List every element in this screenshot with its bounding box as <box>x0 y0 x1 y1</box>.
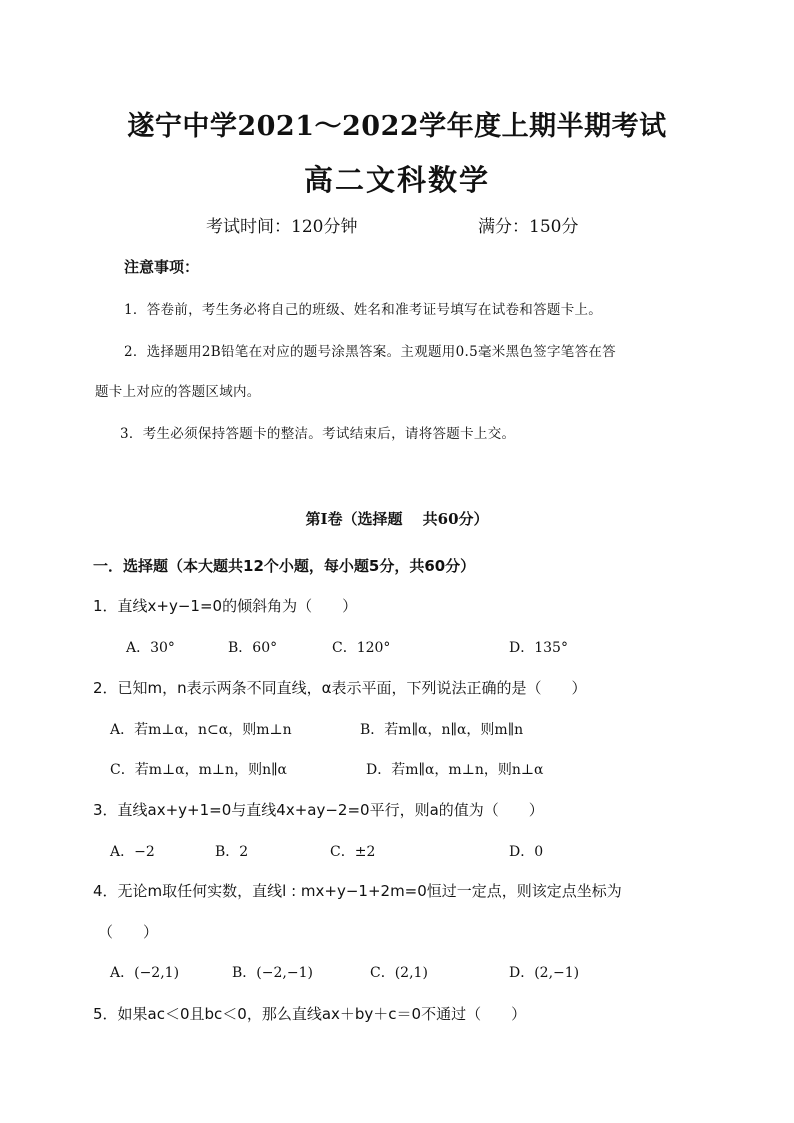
note-item-1: 1．答卷前，考生务必将自己的班级、姓名和准考证号填写在试卷和答题卡上。 <box>124 302 603 318</box>
question-4-text-cont: （ ） <box>98 923 159 941</box>
question-5-text: 5．如果ac＜0且bc＜0，那么直线ax＋by＋c＝0不通过（ ） <box>93 1005 527 1023</box>
q3-option-c: C．±2 <box>330 844 376 860</box>
q2-option-d: D．若m∥α，m⊥n，则n⊥α <box>366 762 544 778</box>
q2-option-a: A．若m⊥α，n⊂α，则m⊥n <box>110 722 292 738</box>
note-item-2-cont: 题卡上对应的答题区域内。 <box>95 384 261 400</box>
exam-time: 考试时间：120分钟 <box>206 217 358 237</box>
question-2-text: 2．已知m，n表示两条不同直线，α表示平面，下列说法正确的是（ ） <box>93 679 587 697</box>
q2-option-b: B．若m∥α，n∥α，则m∥n <box>360 722 524 738</box>
q3-option-b: B．2 <box>215 844 249 860</box>
q4-option-c: C．(2,1) <box>370 965 428 981</box>
exam-title: 遂宁中学2021～2022学年度上期半期考试 <box>127 111 667 142</box>
section-title: 一．选择题（本大题共12个小题，每小题5分，共60分） <box>93 557 476 575</box>
note-item-3: 3．考生必须保持答题卡的整洁。考试结束后，请将答题卡上交。 <box>120 426 516 442</box>
q1-option-b: B．60° <box>228 640 278 656</box>
question-3-text: 3．直线ax+y+1=0与直线4x+ay−2=0平行，则a的值为（ ） <box>93 801 544 819</box>
notes-heading: 注意事项： <box>124 258 200 276</box>
q2-option-c: C．若m⊥α，m⊥n，则n∥α <box>110 762 288 778</box>
q4-option-a: A．(−2,1) <box>110 965 180 981</box>
q1-option-a: A．30° <box>126 640 175 656</box>
q3-option-a: A．−2 <box>110 844 155 860</box>
q1-option-d: D．135° <box>509 640 568 656</box>
q4-option-d: D．(2,−1) <box>509 965 580 981</box>
note-item-2: 2．选择题用2B铅笔在对应的题号涂黑答案。主观题用0.5毫米黑色签字笔答在答 <box>124 344 616 360</box>
q1-option-c: C．120° <box>332 640 391 656</box>
q4-option-b: B．(−2,−1) <box>232 965 313 981</box>
part-title: 第Ⅰ卷（选择题 共60分） <box>305 510 489 528</box>
q3-option-d: D．0 <box>509 844 544 860</box>
question-4-text: 4．无论m取任何实数，直线l : mx+y−1+2m=0恒过一定点，则该定点坐标为 <box>93 882 622 900</box>
full-score: 满分：150分 <box>478 217 579 237</box>
question-1-text: 1．直线x+y−1=0的倾斜角为（ ） <box>93 597 358 615</box>
exam-subtitle: 高二文科数学 <box>303 163 490 197</box>
